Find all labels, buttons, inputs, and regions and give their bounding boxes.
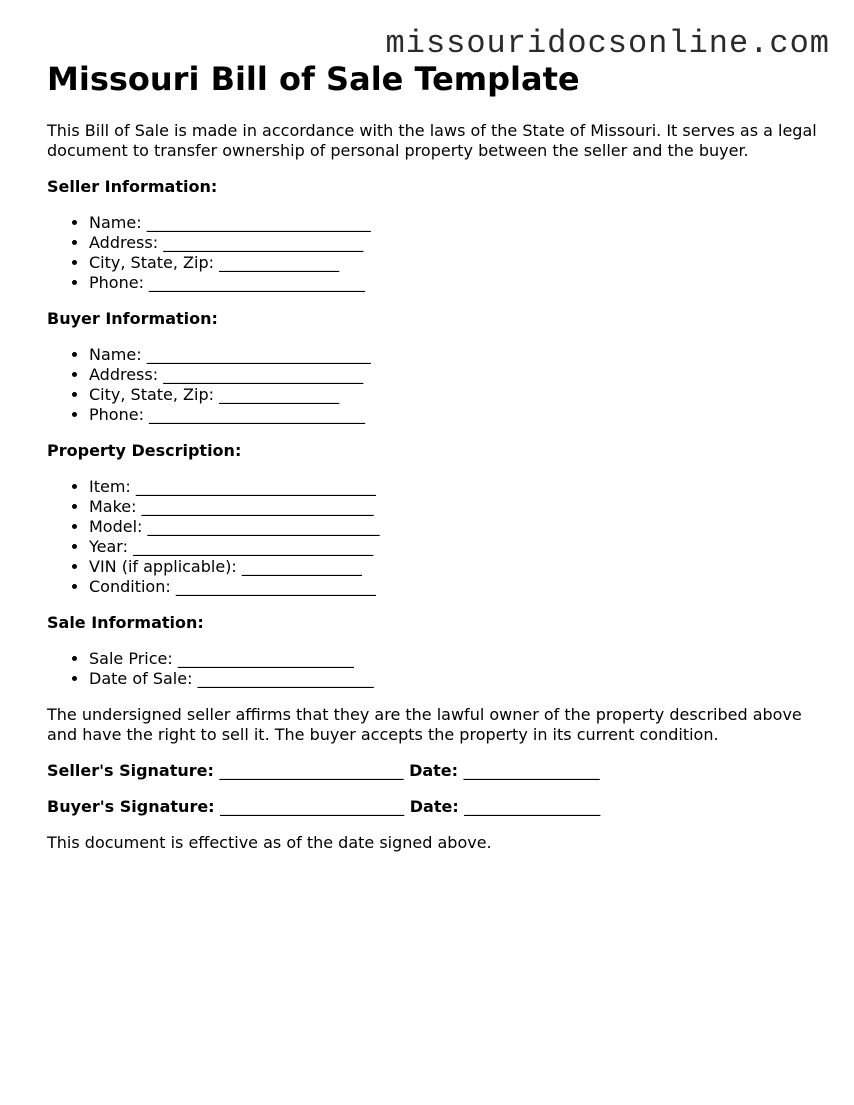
- address-blank[interactable]: _________________________: [163, 233, 364, 252]
- intro-paragraph: This Bill of Sale is made in accordance with the laws of the State of Missouri. It serves as a legal document to transfer ownership of personal property between the seller and the buyer.: [47, 121, 817, 160]
- field-label: City, State, Zip:: [89, 385, 215, 404]
- property-model-field: [89, 517, 827, 537]
- make-blank[interactable]: _____________________________: [141, 497, 374, 516]
- property-heading: Property Description:: [47, 441, 242, 460]
- property-item-field: [89, 477, 827, 497]
- name-blank[interactable]: ____________________________: [146, 213, 371, 232]
- field-label: Condition:: [89, 577, 171, 596]
- price-blank[interactable]: ______________________: [177, 649, 354, 668]
- site-watermark: missouridocsonline.com: [385, 25, 830, 62]
- seller-name-field: [89, 213, 827, 233]
- phone-blank[interactable]: ___________________________: [149, 273, 366, 292]
- document: [47, 58, 827, 869]
- seller-city-field: [89, 253, 827, 273]
- seller-heading: Seller Information:: [47, 177, 218, 196]
- seller-address-field: [89, 233, 827, 253]
- buyer-phone-field: [89, 405, 827, 425]
- signature-label: Seller's Signature:: [47, 761, 214, 780]
- field-label: City, State, Zip:: [89, 253, 215, 272]
- field-label: Name:: [89, 213, 142, 232]
- signature-blank[interactable]: _______________________: [220, 797, 405, 816]
- field-label: Year:: [89, 537, 128, 556]
- date-blank[interactable]: ______________________: [197, 669, 374, 688]
- buyer-heading: Buyer Information:: [47, 309, 218, 328]
- page-title: Missouri Bill of Sale Template: [47, 60, 580, 98]
- property-year-field: [89, 537, 827, 557]
- name-blank[interactable]: ____________________________: [146, 345, 371, 364]
- city-blank[interactable]: _______________: [219, 253, 340, 272]
- property-fields: [47, 477, 827, 597]
- property-make-field: [89, 497, 827, 517]
- date-label: Date:: [409, 761, 459, 780]
- field-label: Address:: [89, 233, 159, 252]
- model-blank[interactable]: _____________________________: [147, 517, 380, 536]
- property-vin-field: [89, 557, 827, 577]
- sale-heading: Sale Information:: [47, 613, 204, 632]
- buyer-fields: [47, 345, 827, 425]
- seller-signature-line: [47, 761, 827, 781]
- field-label: Item:: [89, 477, 131, 496]
- date-blank[interactable]: _________________: [463, 761, 600, 780]
- buyer-name-field: [89, 345, 827, 365]
- field-label: Model:: [89, 517, 143, 536]
- closing-paragraph: This document is effective as of the date signed above.: [47, 833, 492, 852]
- field-label: Make:: [89, 497, 137, 516]
- field-label: Name:: [89, 345, 142, 364]
- affirmation-paragraph: The undersigned seller affirms that they are the lawful owner of the property described above and have the right to sell it. The buyer accepts the property in its current condition.: [47, 705, 802, 744]
- field-label: Date of Sale:: [89, 669, 193, 688]
- property-condition-field: [89, 577, 827, 597]
- seller-fields: [47, 213, 827, 293]
- sale-price-field: [89, 649, 827, 669]
- seller-phone-field: [89, 273, 827, 293]
- signature-blank[interactable]: _______________________: [219, 761, 404, 780]
- buyer-city-field: [89, 385, 827, 405]
- item-blank[interactable]: ______________________________: [135, 477, 376, 496]
- sale-date-field: [89, 669, 827, 689]
- city-blank[interactable]: _______________: [219, 385, 340, 404]
- field-label: Phone:: [89, 273, 144, 292]
- date-label: Date:: [409, 797, 459, 816]
- field-label: Address:: [89, 365, 159, 384]
- field-label: VIN (if applicable):: [89, 557, 237, 576]
- buyer-address-field: [89, 365, 827, 385]
- date-blank[interactable]: _________________: [464, 797, 601, 816]
- sale-fields: [47, 649, 827, 689]
- vin-blank[interactable]: _______________: [241, 557, 362, 576]
- phone-blank[interactable]: ___________________________: [149, 405, 366, 424]
- signature-label: Buyer's Signature:: [47, 797, 215, 816]
- year-blank[interactable]: ______________________________: [133, 537, 374, 556]
- buyer-signature-line: [47, 797, 827, 817]
- field-label: Sale Price:: [89, 649, 173, 668]
- address-blank[interactable]: _________________________: [163, 365, 364, 384]
- condition-blank[interactable]: _________________________: [175, 577, 376, 596]
- field-label: Phone:: [89, 405, 144, 424]
